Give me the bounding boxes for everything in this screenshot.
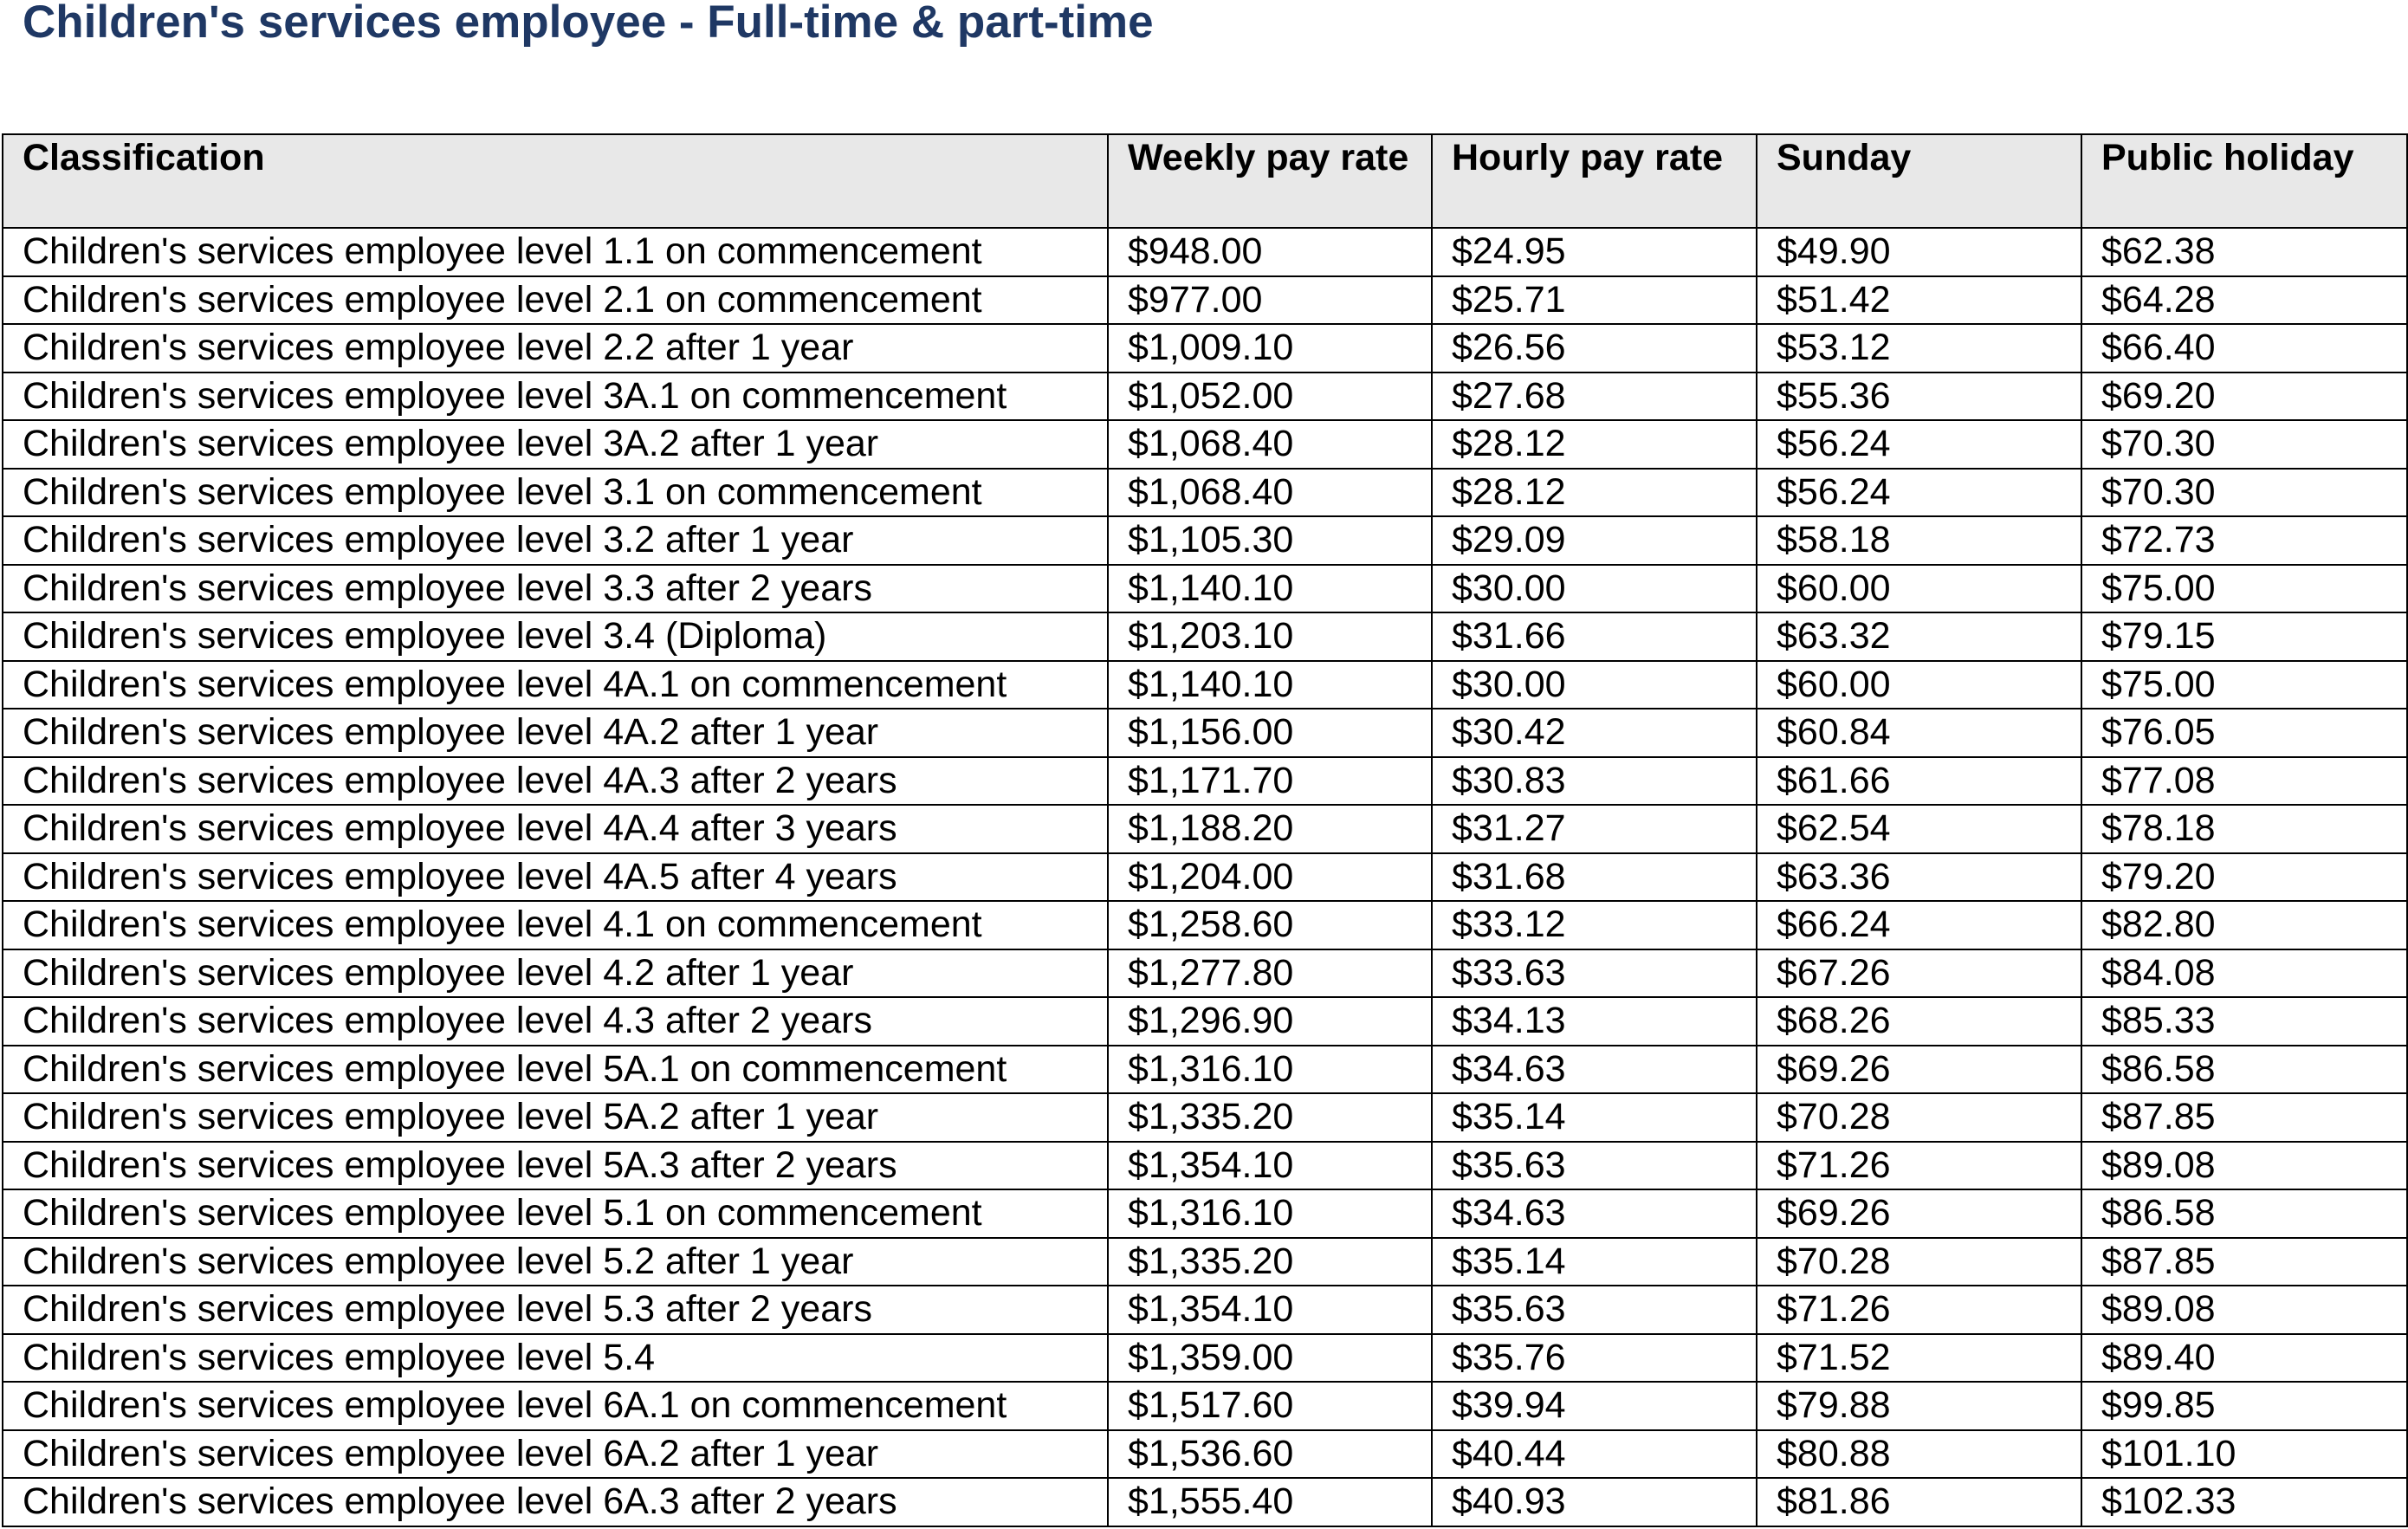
cell-sunday: $49.90 [1757, 228, 2081, 276]
cell-public-holiday: $72.73 [2081, 516, 2407, 565]
table-row [3, 228, 2407, 276]
cell-hourly-pay-rate: $35.63 [1432, 1142, 1757, 1190]
cell-classification: Children's services employee level 5A.1 on commencement [3, 1046, 1108, 1094]
table-row [3, 324, 2407, 373]
cell-public-holiday: $101.10 [2081, 1430, 2407, 1479]
cell-hourly-pay-rate: $40.93 [1432, 1478, 1757, 1526]
cell-weekly-pay-rate: $1,052.00 [1108, 373, 1432, 421]
cell-sunday: $62.54 [1757, 805, 2081, 853]
cell-weekly-pay-rate: $1,156.00 [1108, 709, 1432, 757]
table-row [3, 1189, 2407, 1238]
table-row [3, 661, 2407, 709]
cell-classification: Children's services employee level 6A.1 on commencement [3, 1382, 1108, 1430]
cell-public-holiday: $69.20 [2081, 373, 2407, 421]
cell-public-holiday: $89.40 [2081, 1334, 2407, 1383]
cell-classification: Children's services employee level 5.4 [3, 1334, 1108, 1383]
cell-public-holiday: $86.58 [2081, 1189, 2407, 1238]
cell-hourly-pay-rate: $35.14 [1432, 1093, 1757, 1142]
cell-sunday: $53.12 [1757, 324, 2081, 373]
cell-sunday: $70.28 [1757, 1238, 2081, 1286]
cell-weekly-pay-rate: $977.00 [1108, 276, 1432, 325]
cell-hourly-pay-rate: $35.14 [1432, 1238, 1757, 1286]
cell-public-holiday: $87.85 [2081, 1093, 2407, 1142]
table-row [3, 901, 2407, 949]
cell-weekly-pay-rate: $1,359.00 [1108, 1334, 1432, 1383]
cell-sunday: $71.26 [1757, 1286, 2081, 1334]
cell-hourly-pay-rate: $30.42 [1432, 709, 1757, 757]
cell-sunday: $63.32 [1757, 612, 2081, 661]
cell-hourly-pay-rate: $30.00 [1432, 565, 1757, 613]
cell-public-holiday: $70.30 [2081, 420, 2407, 469]
cell-weekly-pay-rate: $1,068.40 [1108, 469, 1432, 517]
cell-sunday: $66.24 [1757, 901, 2081, 949]
table-row [3, 805, 2407, 853]
cell-hourly-pay-rate: $30.83 [1432, 757, 1757, 806]
cell-hourly-pay-rate: $31.27 [1432, 805, 1757, 853]
cell-classification: Children's services employee level 3.3 after 2 years [3, 565, 1108, 613]
cell-sunday: $68.26 [1757, 997, 2081, 1046]
cell-classification: Children's services employee level 5.1 on commencement [3, 1189, 1108, 1238]
cell-hourly-pay-rate: $29.09 [1432, 516, 1757, 565]
cell-public-holiday: $62.38 [2081, 228, 2407, 276]
cell-classification: Children's services employee level 4A.5 after 4 years [3, 853, 1108, 902]
cell-classification: Children's services employee level 4.1 on commencement [3, 901, 1108, 949]
cell-public-holiday: $70.30 [2081, 469, 2407, 517]
table-header-row [3, 134, 2407, 228]
cell-classification: Children's services employee level 4A.2 after 1 year [3, 709, 1108, 757]
cell-classification: Children's services employee level 5A.2 after 1 year [3, 1093, 1108, 1142]
cell-hourly-pay-rate: $34.13 [1432, 997, 1757, 1046]
cell-public-holiday: $87.85 [2081, 1238, 2407, 1286]
cell-weekly-pay-rate: $1,258.60 [1108, 901, 1432, 949]
cell-sunday: $60.00 [1757, 661, 2081, 709]
cell-hourly-pay-rate: $27.68 [1432, 373, 1757, 421]
cell-hourly-pay-rate: $34.63 [1432, 1046, 1757, 1094]
cell-classification: Children's services employee level 4A.4 after 3 years [3, 805, 1108, 853]
cell-sunday: $51.42 [1757, 276, 2081, 325]
table-row [3, 1046, 2407, 1094]
table-row [3, 709, 2407, 757]
cell-classification: Children's services employee level 3A.2 after 1 year [3, 420, 1108, 469]
table-row [3, 1382, 2407, 1430]
table-row [3, 1142, 2407, 1190]
cell-public-holiday: $82.80 [2081, 901, 2407, 949]
cell-public-holiday: $76.05 [2081, 709, 2407, 757]
cell-weekly-pay-rate: $1,354.10 [1108, 1142, 1432, 1190]
cell-classification: Children's services employee level 6A.2 after 1 year [3, 1430, 1108, 1479]
cell-sunday: $56.24 [1757, 469, 2081, 517]
cell-sunday: $71.26 [1757, 1142, 2081, 1190]
cell-hourly-pay-rate: $33.12 [1432, 901, 1757, 949]
cell-public-holiday: $64.28 [2081, 276, 2407, 325]
cell-weekly-pay-rate: $1,316.10 [1108, 1046, 1432, 1094]
cell-weekly-pay-rate: $1,517.60 [1108, 1382, 1432, 1430]
cell-public-holiday: $66.40 [2081, 324, 2407, 373]
cell-sunday: $80.88 [1757, 1430, 2081, 1479]
cell-classification: Children's services employee level 3.4 (Diploma) [3, 612, 1108, 661]
table-row [3, 757, 2407, 806]
cell-hourly-pay-rate: $28.12 [1432, 469, 1757, 517]
cell-sunday: $60.84 [1757, 709, 2081, 757]
cell-sunday: $70.28 [1757, 1093, 2081, 1142]
cell-public-holiday: $102.33 [2081, 1478, 2407, 1526]
cell-public-holiday: $78.18 [2081, 805, 2407, 853]
cell-hourly-pay-rate: $25.71 [1432, 276, 1757, 325]
table-row [3, 469, 2407, 517]
cell-weekly-pay-rate: $1,140.10 [1108, 661, 1432, 709]
cell-weekly-pay-rate: $1,203.10 [1108, 612, 1432, 661]
table-row [3, 853, 2407, 902]
cell-classification: Children's services employee level 4.3 after 2 years [3, 997, 1108, 1046]
cell-weekly-pay-rate: $1,335.20 [1108, 1238, 1432, 1286]
table-body [3, 228, 2407, 1526]
table-row [3, 276, 2407, 325]
cell-weekly-pay-rate: $1,277.80 [1108, 949, 1432, 998]
cell-weekly-pay-rate: $1,555.40 [1108, 1478, 1432, 1526]
cell-sunday: $69.26 [1757, 1046, 2081, 1094]
cell-public-holiday: $85.33 [2081, 997, 2407, 1046]
cell-weekly-pay-rate: $1,171.70 [1108, 757, 1432, 806]
table-row [3, 1478, 2407, 1526]
cell-sunday: $81.86 [1757, 1478, 2081, 1526]
cell-classification: Children's services employee level 1.1 on commencement [3, 228, 1108, 276]
cell-sunday: $71.52 [1757, 1334, 2081, 1383]
pay-rates-table [2, 133, 2408, 1527]
header-classification: Classification [3, 134, 1108, 228]
header-sunday: Sunday [1757, 134, 2081, 228]
cell-public-holiday: $89.08 [2081, 1286, 2407, 1334]
cell-classification: Children's services employee level 6A.3 after 2 years [3, 1478, 1108, 1526]
cell-public-holiday: $75.00 [2081, 661, 2407, 709]
table-row [3, 1334, 2407, 1383]
header-public-holiday: Public holiday [2081, 134, 2407, 228]
table-row [3, 949, 2407, 998]
cell-sunday: $61.66 [1757, 757, 2081, 806]
header-hourly-pay-rate: Hourly pay rate [1432, 134, 1757, 228]
cell-classification: Children's services employee level 5A.3 after 2 years [3, 1142, 1108, 1190]
cell-weekly-pay-rate: $1,068.40 [1108, 420, 1432, 469]
table-row [3, 1093, 2407, 1142]
cell-classification: Children's services employee level 3A.1 on commencement [3, 373, 1108, 421]
cell-classification: Children's services employee level 5.3 after 2 years [3, 1286, 1108, 1334]
table-row [3, 1430, 2407, 1479]
cell-weekly-pay-rate: $1,105.30 [1108, 516, 1432, 565]
cell-weekly-pay-rate: $1,316.10 [1108, 1189, 1432, 1238]
cell-sunday: $67.26 [1757, 949, 2081, 998]
cell-public-holiday: $99.85 [2081, 1382, 2407, 1430]
cell-classification: Children's services employee level 3.2 after 1 year [3, 516, 1108, 565]
cell-classification: Children's services employee level 2.2 after 1 year [3, 324, 1108, 373]
cell-weekly-pay-rate: $1,188.20 [1108, 805, 1432, 853]
cell-hourly-pay-rate: $35.63 [1432, 1286, 1757, 1334]
cell-public-holiday: $77.08 [2081, 757, 2407, 806]
cell-public-holiday: $75.00 [2081, 565, 2407, 613]
cell-hourly-pay-rate: $33.63 [1432, 949, 1757, 998]
cell-weekly-pay-rate: $1,354.10 [1108, 1286, 1432, 1334]
cell-sunday: $69.26 [1757, 1189, 2081, 1238]
cell-classification: Children's services employee level 2.1 on commencement [3, 276, 1108, 325]
cell-sunday: $55.36 [1757, 373, 2081, 421]
cell-hourly-pay-rate: $26.56 [1432, 324, 1757, 373]
cell-weekly-pay-rate: $1,009.10 [1108, 324, 1432, 373]
cell-hourly-pay-rate: $40.44 [1432, 1430, 1757, 1479]
cell-hourly-pay-rate: $31.68 [1432, 853, 1757, 902]
cell-weekly-pay-rate: $1,335.20 [1108, 1093, 1432, 1142]
cell-weekly-pay-rate: $1,296.90 [1108, 997, 1432, 1046]
cell-classification: Children's services employee level 4A.1 on commencement [3, 661, 1108, 709]
table-row [3, 997, 2407, 1046]
cell-hourly-pay-rate: $34.63 [1432, 1189, 1757, 1238]
cell-sunday: $60.00 [1757, 565, 2081, 613]
table-row [3, 420, 2407, 469]
cell-sunday: $63.36 [1757, 853, 2081, 902]
cell-weekly-pay-rate: $1,536.60 [1108, 1430, 1432, 1479]
table-row [3, 612, 2407, 661]
table-row [3, 1286, 2407, 1334]
cell-hourly-pay-rate: $31.66 [1432, 612, 1757, 661]
cell-weekly-pay-rate: $1,140.10 [1108, 565, 1432, 613]
cell-public-holiday: $86.58 [2081, 1046, 2407, 1094]
table-row [3, 1238, 2407, 1286]
cell-hourly-pay-rate: $30.00 [1432, 661, 1757, 709]
cell-public-holiday: $79.15 [2081, 612, 2407, 661]
cell-hourly-pay-rate: $28.12 [1432, 420, 1757, 469]
cell-hourly-pay-rate: $35.76 [1432, 1334, 1757, 1383]
cell-public-holiday: $89.08 [2081, 1142, 2407, 1190]
cell-public-holiday: $84.08 [2081, 949, 2407, 998]
cell-sunday: $56.24 [1757, 420, 2081, 469]
cell-classification: Children's services employee level 5.2 after 1 year [3, 1238, 1108, 1286]
table-row [3, 373, 2407, 421]
page-title: Children's services employee - Full-time & part-time [23, 0, 1154, 48]
cell-hourly-pay-rate: $24.95 [1432, 228, 1757, 276]
cell-weekly-pay-rate: $1,204.00 [1108, 853, 1432, 902]
cell-public-holiday: $79.20 [2081, 853, 2407, 902]
table-row [3, 565, 2407, 613]
table-row [3, 516, 2407, 565]
cell-sunday: $58.18 [1757, 516, 2081, 565]
cell-classification: Children's services employee level 4A.3 after 2 years [3, 757, 1108, 806]
header-weekly-pay-rate: Weekly pay rate [1108, 134, 1432, 228]
cell-weekly-pay-rate: $948.00 [1108, 228, 1432, 276]
cell-sunday: $79.88 [1757, 1382, 2081, 1430]
cell-classification: Children's services employee level 4.2 after 1 year [3, 949, 1108, 998]
cell-classification: Children's services employee level 3.1 on commencement [3, 469, 1108, 517]
cell-hourly-pay-rate: $39.94 [1432, 1382, 1757, 1430]
